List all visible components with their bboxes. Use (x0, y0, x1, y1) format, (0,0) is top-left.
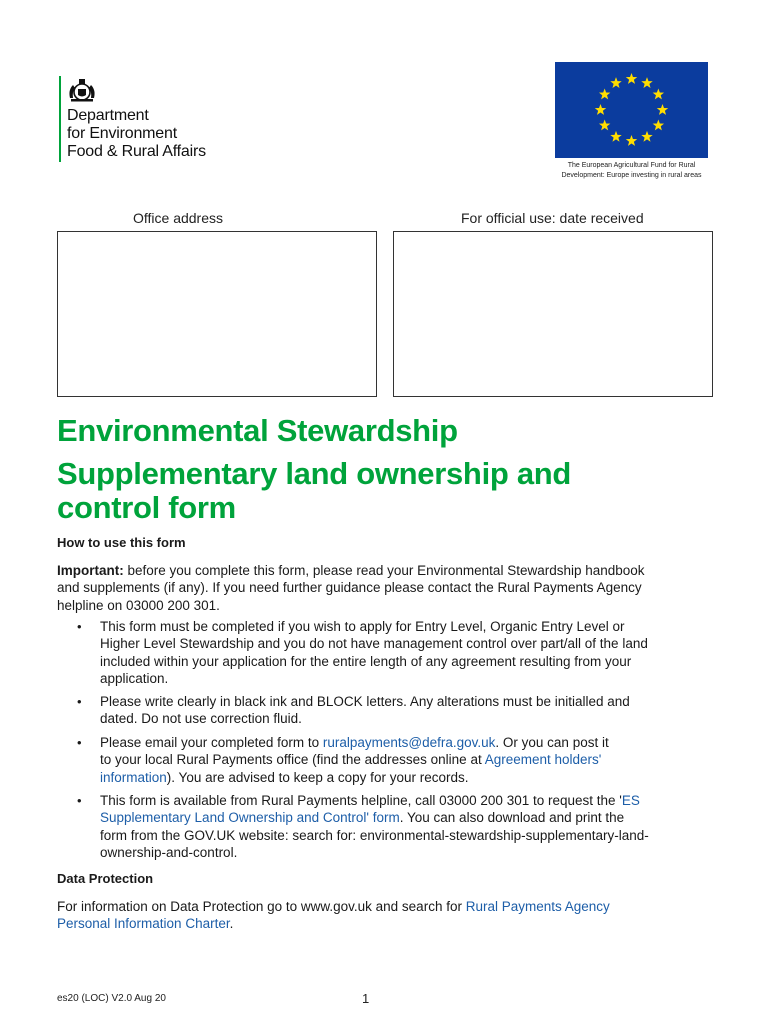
subtitle-block (57, 457, 571, 525)
bullet-3-text-3: to your local Rural Payments office (find the addresses online at (100, 752, 485, 768)
bullet-3-line-1 (100, 734, 740, 751)
logo-green-rule (59, 76, 61, 162)
eu-star-icon (626, 73, 637, 84)
title-line-3: control form (57, 490, 236, 525)
defra-logo (59, 76, 259, 166)
form-reference: es20 (LOC) V2.0 Aug 20 (57, 993, 166, 1004)
bullet-marker-2: • (77, 694, 82, 709)
dp-text-1: For information on Data Protection go to www.gov.uk and search for (57, 899, 466, 914)
eu-star-icon (610, 131, 621, 142)
bullet-4-text-1: This form is available from Rural Payments helpline, call 03000 200 301 to request the ' (100, 793, 622, 808)
bullet-1-line-1: This form must be completed if you wish to apply for Entry Level, Organic Entry Level or (100, 619, 625, 634)
dp-text-2: . (229, 916, 234, 932)
bullet-4-line-2 (100, 809, 740, 826)
dp-line-1 (57, 898, 737, 915)
important-line-1 (57, 562, 737, 579)
office-address-box[interactable] (57, 231, 377, 397)
agreement-holders-link[interactable]: Agreement holders' (484, 752, 602, 768)
title-block (57, 414, 458, 448)
agreement-holders-link-cont[interactable]: information (100, 769, 167, 785)
bullet-4-line-1 (100, 792, 740, 809)
bullet-3 (100, 734, 740, 786)
bullet-3-text-4: ). You are advised to keep a copy for your records. (166, 769, 469, 785)
bullet-2-line-2: dated. Do not use correction fluid. (100, 711, 302, 727)
royal-crest-icon (67, 78, 97, 102)
org-name-line-3: Food & Rural Affairs (67, 143, 206, 160)
bullet-4 (100, 792, 740, 861)
how-to-heading: How to use this form (57, 535, 186, 550)
bullet-marker-4: • (77, 793, 82, 808)
bullet-marker-3: • (77, 735, 82, 750)
eu-star-icon (595, 104, 606, 115)
important-label: Important: (57, 563, 124, 578)
title-line-2: Supplementary land ownership and (57, 456, 572, 491)
important-line-3: helpline on 03000 200 301. (57, 597, 220, 613)
org-name-line-1: Department (67, 107, 149, 124)
rpa-charter-link-cont[interactable]: Personal Information Charter (57, 916, 230, 932)
eu-star-icon (610, 77, 621, 88)
rpa-charter-link[interactable]: Rural Payments Agency (465, 899, 610, 914)
es-form-link[interactable]: ES (621, 793, 640, 808)
bullet-1-line-4: application. (100, 670, 169, 686)
eu-caption-line-2: Development: Europe investing in rural areas (561, 172, 702, 179)
page-number: 1 (362, 991, 370, 1006)
important-line-2: and supplements (if any). If you need further guidance please contact the Rural Payments Agency (57, 580, 642, 596)
important-paragraph (57, 562, 737, 614)
office-address-label: Office address (133, 210, 224, 226)
eu-star-icon (653, 120, 664, 131)
official-use-box[interactable] (393, 231, 713, 397)
bullet-1 (100, 618, 740, 687)
bullet-4-text-2: . You can also download and print the (399, 810, 625, 826)
eu-caption (540, 161, 723, 181)
eu-flag (555, 62, 708, 158)
bullet-3-line-3 (100, 769, 740, 786)
eu-star-icon (626, 135, 637, 146)
bullet-1-line-3: included within your application for the entire length of any agreement resulting from your (100, 653, 632, 669)
bullet-marker-1: • (77, 619, 82, 634)
data-protection-heading: Data Protection (57, 871, 154, 886)
bullet-4-line-4: ownership-and-control. (100, 844, 238, 860)
data-protection-paragraph (57, 898, 737, 933)
email-link[interactable]: ruralpayments@defra.gov.uk (322, 735, 496, 750)
eu-stars-icon (555, 62, 708, 158)
org-name-line-2: for Environment (67, 125, 177, 142)
eu-star-icon (599, 120, 610, 131)
eu-star-icon (641, 131, 652, 142)
eu-star-icon (641, 77, 652, 88)
eu-star-icon (599, 89, 610, 100)
eu-star-icon (657, 104, 668, 115)
bullet-2 (100, 693, 740, 728)
bullet-3-text-1: Please email your completed form to (100, 735, 323, 750)
title-line-1: Environmental Stewardship (57, 413, 458, 448)
important-text-1: before you complete this form, please read your Environmental Stewardship handbook (123, 563, 645, 578)
es-form-link-cont[interactable]: Supplementary Land Ownership and Control' form (100, 810, 400, 826)
official-use-label: For official use: date received (461, 210, 644, 226)
bullet-3-line-2 (100, 751, 740, 768)
bullet-2-line-1: Please write clearly in black ink and BLOCK letters. Any alterations must be initialled and (100, 694, 630, 709)
eu-caption-line-1: The European Agricultural Fund for Rural (567, 162, 696, 169)
eu-star-icon (653, 89, 664, 100)
dp-line-2 (57, 915, 737, 932)
bullet-4-line-3: form from the GOV.UK website: search for: environmental-stewardship-supplementary-land- (100, 827, 649, 843)
bullet-1-line-2: Higher Level Stewardship and you do not have management control over part/all of the land (100, 636, 648, 652)
bullet-3-text-2: . Or you can post it (495, 735, 609, 750)
